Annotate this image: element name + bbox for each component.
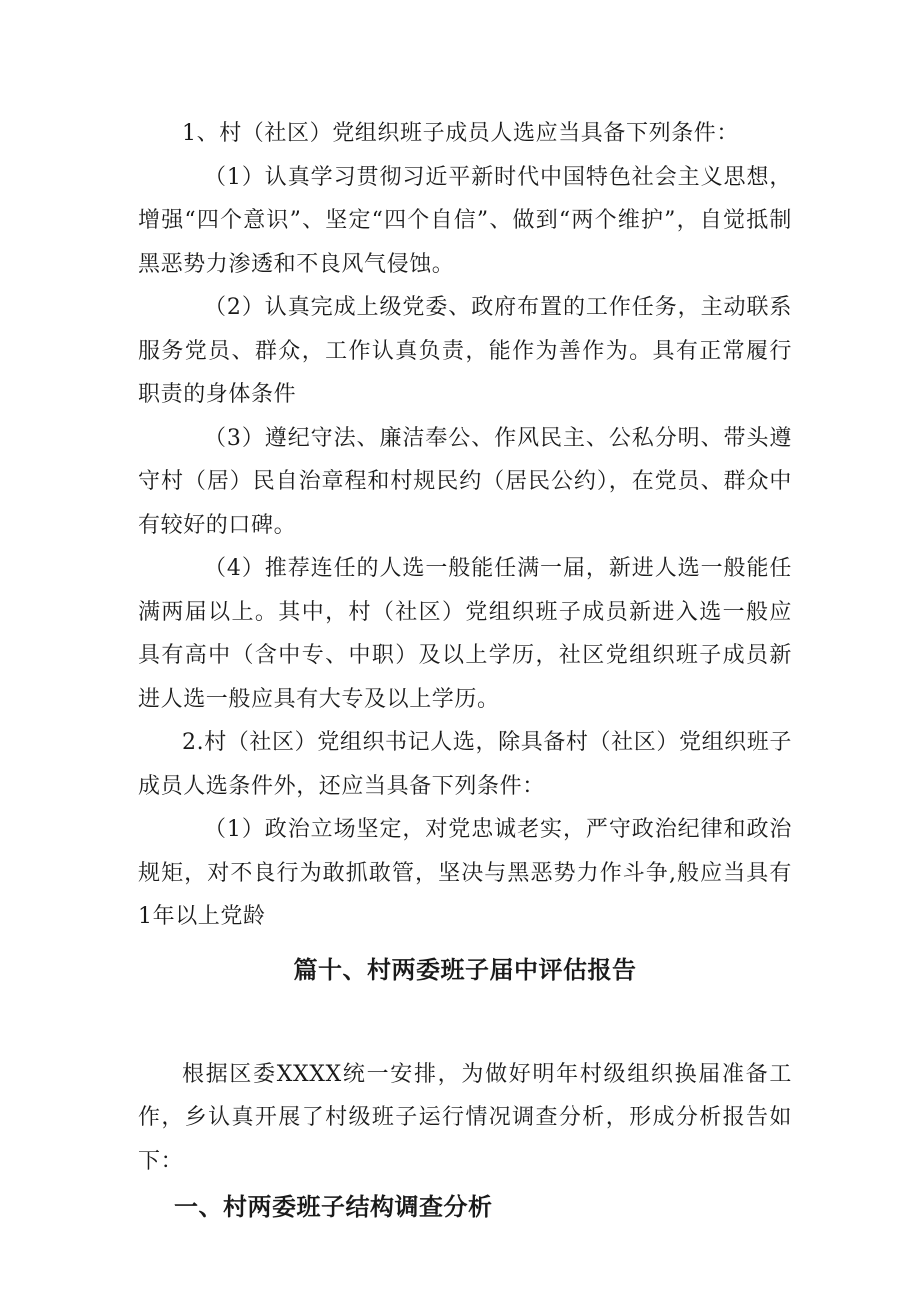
paragraph-conditions-intro: 1、村（社区）党组织班子成员人选应当具备下列条件： [182, 121, 739, 146]
paragraph-condition-4: （4）推荐连任的人选一般能任满一届，新进人选一般能任满两届以上。其中，村（社区）党组织班子成员新进入选一般应具有高中（含中专、中职）及以上学历，社区党组织班子成员新进人选一般应具有大专及以上学历。 [138, 556, 792, 712]
paragraph-secretary-conditions: 2.村（社区）党组织书记人选，除具备村（社区）党组织班子成员人选条件外，还应当具备下列条件： [138, 730, 792, 799]
section-title: 篇十、村两委班子届中评估报告 [293, 955, 637, 984]
paragraph-report-intro: 根据区委XXXX统一安排，为做好明年村级组织换届准备工作，乡认真开展了村级班子运行情况调查分析，形成分析报告如下： [138, 1061, 792, 1174]
paragraph-condition-2: （2）认真完成上级党委、政府布置的工作任务，主动联系服务党员、群众，工作认真负责，能作为善作为。具有正常履行职责的身体条件 [138, 295, 792, 407]
paragraph-secretary-condition-1: （1）政治立场坚定，对党忠诚老实，严守政治纪律和政治规矩，对不良行为敢抓敢管，坚决与黑恶势力作斗争,般应当具有1年以上党龄 [138, 817, 792, 929]
spacer [138, 995, 792, 1053]
paragraph-condition-3: （3）遵纪守法、廉洁奉公、作风民主、公私分明、带头遵守村（居）民自治章程和村规民约（居民公约），在党员、群众中有较好的口碑。 [138, 425, 792, 538]
document-page [138, 112, 792, 1231]
heading-structure-analysis: 一、村两委班子结构调查分析 [174, 1193, 493, 1221]
paragraph-condition-1: （1）认真学习贯彻习近平新时代中国特色社会主义思想，增强“四个意识”、坚定“四个自信”、做到“两个维护”，自觉抵制黑恶势力渗透和不良风气侵蚀。 [138, 164, 792, 277]
